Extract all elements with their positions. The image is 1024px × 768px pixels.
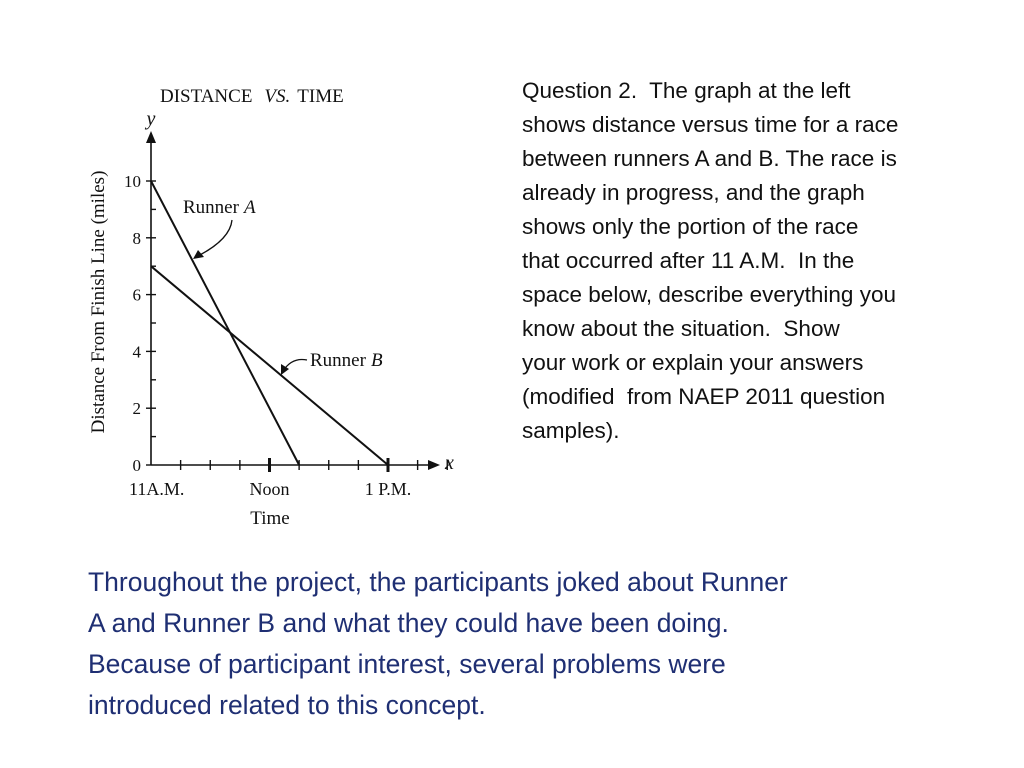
question-line: your work or explain your answers	[522, 350, 864, 375]
y-axis-letter: y	[146, 108, 156, 130]
runner-a-annotation: Runner A	[183, 197, 256, 218]
y-tick-label: 4	[132, 342, 141, 362]
note-line: Because of participant interest, several problems were	[88, 649, 726, 679]
distance-time-chart	[0, 0, 480, 540]
x-axis-arrowhead	[428, 460, 440, 470]
question-text	[522, 74, 962, 448]
question-line: samples).	[522, 418, 620, 443]
question-line: already in progress, and the graph	[522, 180, 865, 205]
y-tick-label: 2	[132, 399, 141, 419]
y-tick-label: 0	[132, 456, 141, 475]
runner-b-annotation: Runner B	[310, 350, 383, 371]
chart-title: DISTANCE VS. TIME	[160, 86, 344, 107]
y-tick-label: 10	[124, 172, 141, 191]
y-axis-label: Distance From Finish Line (miles)	[88, 170, 109, 434]
note-line: A and Runner B and what they could have been doing.	[88, 608, 729, 638]
y-tick-label: 8	[132, 228, 141, 248]
note-line: Throughout the project, the participants joked about Runner	[88, 567, 788, 597]
question-line: between runners A and B. The race is	[522, 146, 897, 171]
question-line: space below, describe everything you	[522, 282, 896, 307]
runner-a-leader-arrow	[196, 220, 232, 257]
project-note	[88, 562, 968, 726]
note-line: introduced related to this concept.	[88, 690, 486, 720]
x-axis-title: Time	[250, 508, 290, 529]
question-line: Question 2. The graph at the left	[522, 78, 851, 103]
question-line: that occurred after 11 A.M. In the	[522, 248, 855, 273]
x-tick-label: 1 P.M.	[364, 479, 412, 499]
x-axis-letter: x	[445, 452, 454, 474]
question-line: know about the situation. Show	[522, 316, 840, 341]
x-tick-label: 11A.M.	[129, 479, 185, 499]
y-axis-arrowhead	[146, 131, 156, 143]
series-line-runner-a	[151, 181, 299, 465]
y-tick-label: 6	[132, 285, 141, 305]
question-line: shows only the portion of the race	[522, 214, 859, 239]
question-line: (modified from NAEP 2011 question	[522, 384, 886, 409]
runner-a-arrowhead	[193, 250, 204, 259]
question-line: shows distance versus time for a race	[522, 112, 899, 137]
x-tick-label: Noon	[249, 479, 290, 499]
